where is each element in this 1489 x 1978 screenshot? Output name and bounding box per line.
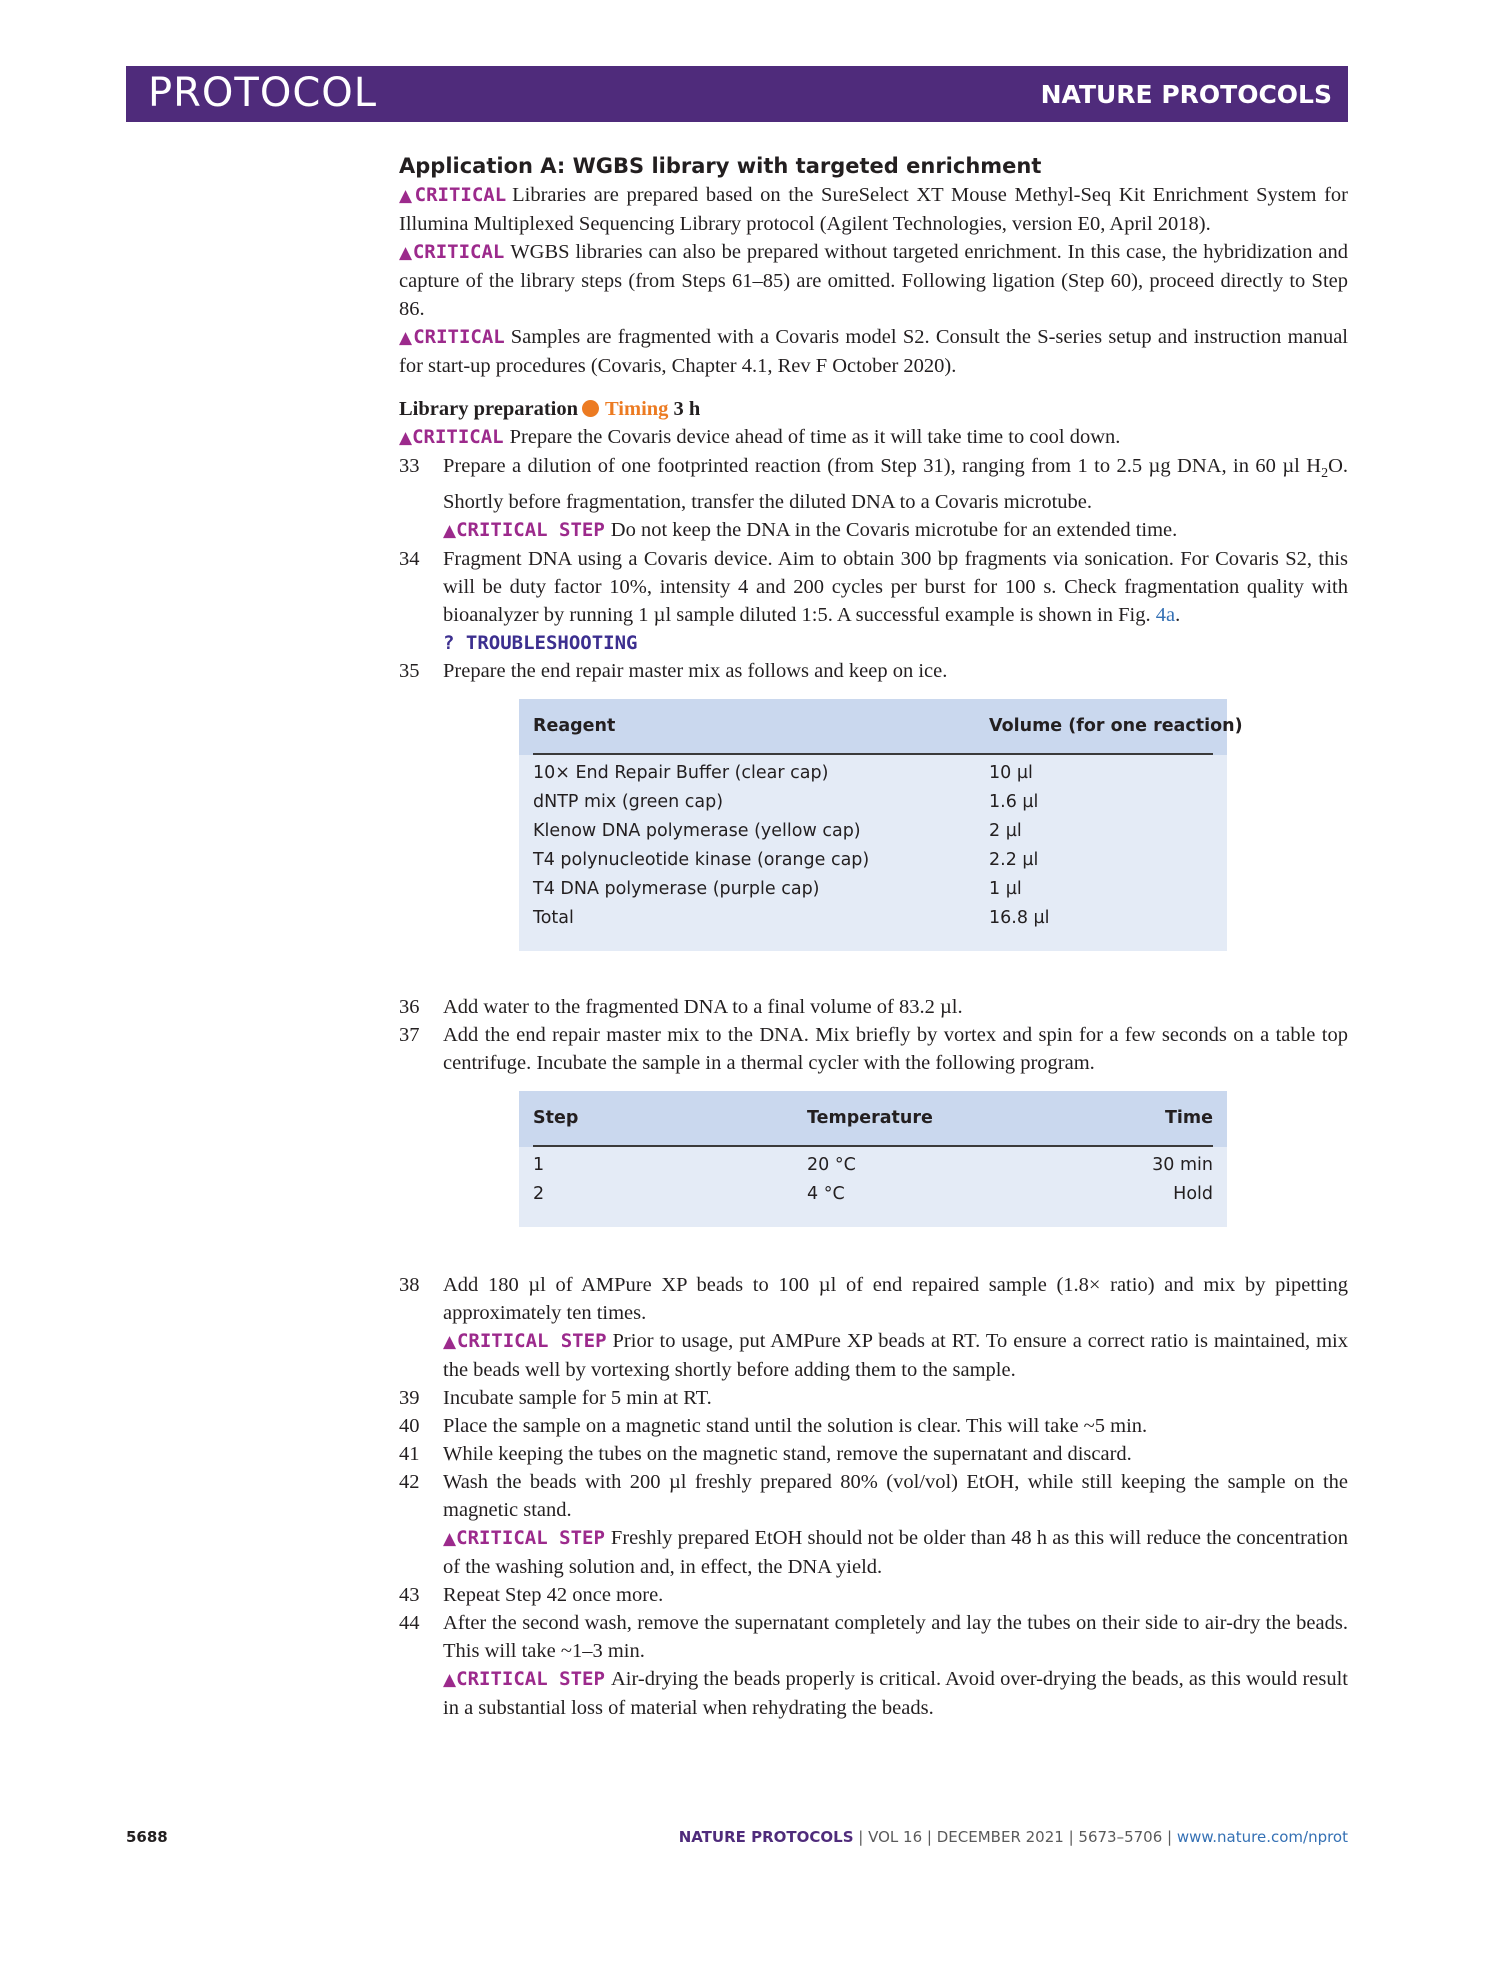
journal-url-link[interactable]: www.nature.com/nprot	[1176, 1828, 1348, 1846]
critical-note: ▲CRITICAL Libraries are prepared based on the SureSelect XT Mouse Methyl-Seq Kit Enrichment System for Illumina Multiplexed Sequencing Library protocol (Agilent Technologies, version E0, April 2018).	[399, 184, 1349, 235]
step-42: 42 Wash the beads with 200 µl freshly prepared 80% (vol/vol) EtOH, while still keeping the sample on the magnetic stand. ▲CRITICAL STEP Freshly prepared EtOH should not be older than 48 h as this will reduce the concentration of the washing solution and, in effect, the DNA yield.	[399, 1468, 1348, 1581]
step-number: 40	[399, 1415, 420, 1438]
step-38: 38 Add 180 µl of AMPure XP beads to 100 µl of end repaired sample (1.8× ratio) and mix by pipetting approximately ten times. ▲CRITICAL STEP Prior to usage, put AMPure XP beads at RT. To ensure a correct ratio is maintained, mix the beads well by vortexing shortly before adding them to the sample.	[399, 1271, 1348, 1384]
step-number: 36	[399, 996, 420, 1019]
step-41: 41 While keeping the tubes on the magnetic stand, remove the supernatant and discard.	[399, 1440, 1348, 1468]
page-footer	[126, 1828, 1348, 1852]
article-body	[399, 152, 1348, 1722]
critical-triangle-icon: ▲	[443, 1670, 457, 1691]
subsection-heading: Library preparation Timing 3 h	[399, 398, 701, 420]
timing-dot-icon	[582, 400, 599, 417]
step-number: 42	[399, 1471, 420, 1494]
step-35: 35 Prepare the end repair master mix as follows and keep on ice.	[399, 657, 1348, 685]
critical-step-note: ▲CRITICAL STEP Do not keep the DNA in the Covaris microtube for an extended time.	[443, 519, 1178, 542]
critical-note: ▲CRITICAL Samples are fragmented with a Covaris model S2. Consult the S-series setup and instruction manual for start-up procedures (Covaris, Chapter 4.1, Rev F October 2020).	[399, 326, 1348, 377]
critical-triangle-icon: ▲	[443, 521, 457, 542]
table-row: Total 16.8 µl	[533, 908, 1050, 929]
step-33: 33 Prepare a dilution of one footprinted reaction (from Step 31), ranging from 1 to 2.5 µg DNA, in 60 µl $H_2O$. Shortly before fragmentation, transfer the diluted DNA to a Covaris microtube. ▲CRITICAL STEP Do not keep the DNA in the Covaris microtube for an extended time.	[399, 452, 1348, 545]
critical-triangle-icon: ▲	[399, 328, 414, 348]
table-header-cell: Time	[1164, 1108, 1213, 1129]
step-37: 37 Add the end repair master mix to the DNA. Mix briefly by vortex and spin for a few seconds on a table top centrifuge. Incubate the sample in a thermal cycler with the following program.	[399, 1021, 1348, 1077]
table-header	[519, 1091, 1227, 1147]
step-34: 34 Fragment DNA using a Covaris device. Aim to obtain 300 bp fragments via sonication. For Covaris S2, this will be duty factor 10%, intensity 4 and 200 cycles per burst for 100 s. Check fragmentation quality with bioanalyzer by running 1 µl sample diluted 1:5. A successful example is shown in Fig. 4a. ? TROUBLESHOOTING	[399, 545, 1348, 657]
footer-citation: NATURE PROTOCOLS | VOL 16 | DECEMBER 2021 | 5673–5706 | www.nature.com/nprot	[678, 1828, 1348, 1846]
step-number: 33	[399, 455, 420, 477]
critical-triangle-icon: ▲	[443, 1529, 457, 1550]
table-header	[519, 699, 1243, 755]
critical-step-note: ▲CRITICAL STEP Air-drying the beads properly is critical. Avoid over-drying the beads, as this would result in a substantial loss of material when rehydrating the beads.	[443, 1668, 1348, 1720]
section-title: Application A: WGBS library with targeted enrichment	[399, 154, 1042, 178]
critical-triangle-icon: ▲	[399, 243, 413, 263]
header-section-label: PROTOCOL	[148, 70, 378, 116]
step-number: 37	[399, 1024, 420, 1047]
critical-step-note: ▲CRITICAL STEP Prior to usage, put AMPure XP beads at RT. To ensure a correct ratio is maintained, mix the beads well by vortexing shortly before adding them to the sample.	[443, 1330, 1348, 1382]
figure-link[interactable]: 4a	[1155, 604, 1176, 627]
table-header-cell: Step	[533, 1108, 579, 1129]
step-39: 39 Incubate sample for 5 min at RT.	[399, 1384, 1348, 1412]
table-row: 1 20 °C 30 min	[533, 1155, 1213, 1176]
table-header-cell: Volume (for one reaction)	[989, 716, 1243, 737]
header-journal-name: NATURE PROTOCOLS	[1040, 80, 1332, 109]
step-number: 43	[399, 1584, 420, 1607]
table-row: 10× End Repair Buffer (clear cap) 10 µl	[533, 763, 1033, 784]
critical-triangle-icon: ▲	[399, 186, 415, 206]
critical-note: ▲CRITICAL Prepare the Covaris device ahead of time as it will take time to cool down.	[399, 426, 1121, 448]
table-rule	[533, 753, 1213, 755]
table-header-cell: Reagent	[533, 716, 616, 737]
critical-note: ▲CRITICAL WGBS libraries can also be prepared without targeted enrichment. In this case, the hybridization and capture of the library steps (from Steps 61–85) are omitted. Following ligation (Step 60), proceed directly to Step 86.	[399, 241, 1348, 320]
page-header	[126, 66, 1348, 122]
thermal-program-table	[519, 1091, 1227, 1227]
step-number: 41	[399, 1443, 420, 1466]
table-rule	[533, 1145, 1213, 1147]
step-44: 44 After the second wash, remove the supernatant completely and lay the tubes on their side to air-dry the beads. This will take ~1–3 min. ▲CRITICAL STEP Air-drying the beads properly is critical. Avoid over-drying the beads, as this would result in a substantial loss of material when rehydrating the beads.	[399, 1609, 1348, 1722]
table-row: T4 DNA polymerase (purple cap) 1 µl	[533, 879, 1022, 900]
step-43: 43 Repeat Step 42 once more.	[399, 1581, 1348, 1609]
table-row: Klenow DNA polymerase (yellow cap) 2 µl	[533, 821, 1022, 842]
page-number: 5688	[126, 1828, 168, 1846]
table-header-cell: Temperature	[807, 1108, 933, 1129]
critical-step-note: ▲CRITICAL STEP Freshly prepared EtOH should not be older than 48 h as this will reduce the concentration of the washing solution and, in effect, the DNA yield.	[443, 1527, 1348, 1579]
step-36: 36 Add water to the fragmented DNA to a final volume of 83.2 µl.	[399, 993, 1348, 1021]
critical-triangle-icon: ▲	[443, 1332, 457, 1353]
step-number: 34	[399, 548, 420, 571]
step-number: 38	[399, 1274, 420, 1297]
step-number: 44	[399, 1612, 420, 1635]
table-row: dNTP mix (green cap) 1.6 µl	[533, 792, 1039, 813]
step-number: 39	[399, 1387, 420, 1410]
table-row: T4 polynucleotide kinase (orange cap) 2.2 µl	[533, 850, 1039, 871]
step-number: 35	[399, 660, 420, 683]
reagent-table	[519, 699, 1243, 951]
troubleshooting-label: ? TROUBLESHOOTING	[443, 632, 638, 655]
step-40: 40 Place the sample on a magnetic stand until the solution is clear. This will take ~5 min.	[399, 1412, 1348, 1440]
critical-triangle-icon: ▲	[399, 428, 413, 448]
table-row: 2 4 °C Hold	[533, 1184, 1213, 1205]
